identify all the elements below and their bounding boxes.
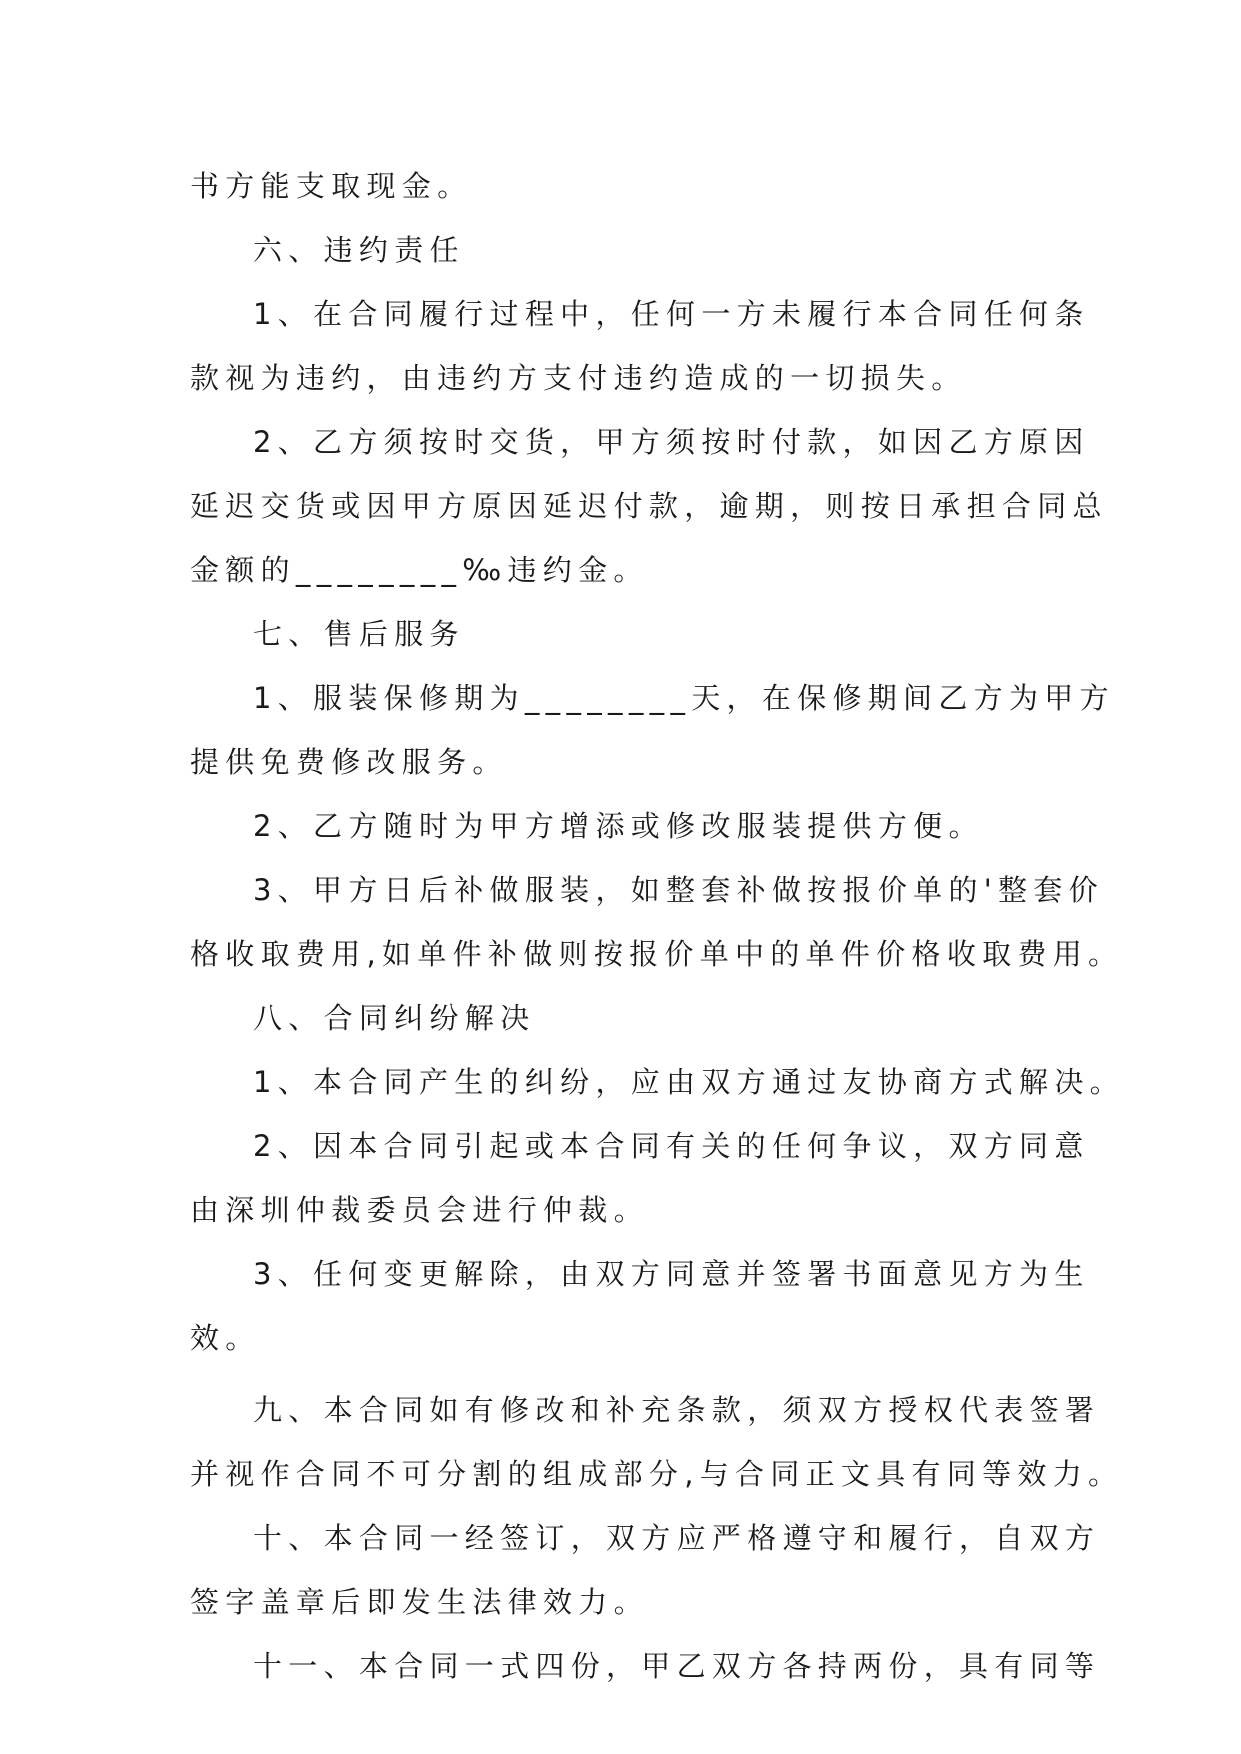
text-line: 2、乙方须按时交货，甲方须按时付款，如因乙方原因 <box>253 425 1090 459</box>
text-line: 2、因本合同引起或本合同有关的任何争议，双方同意 <box>253 1129 1090 1163</box>
document-body <box>190 158 1125 1702</box>
text-line: 签字盖章后即发生法律效力。 <box>190 1585 649 1619</box>
text-line: 书方能支取现金。 <box>190 169 473 203</box>
text-line: 十一、本合同一式四份，甲乙双方各持两份，具有同等 <box>253 1649 1101 1683</box>
section-heading-dispute: 八、合同纠纷解决 <box>253 1001 536 1035</box>
text-line: 提供免费修改服务。 <box>190 745 508 779</box>
section-heading-after-sales: 七、售后服务 <box>253 617 465 651</box>
text-line: 1、在合同履行过程中，任何一方未履行本合同任何条 <box>253 297 1090 331</box>
text-line: 延迟交货或因甲方原因延迟付款，逾期，则按日承担合同总 <box>190 489 1108 523</box>
text-line: 效。 <box>190 1321 261 1355</box>
text-line: 1、本合同产生的纠纷，应由双方通过友协商方式解决。 <box>253 1065 1125 1099</box>
text-line: 由深圳仲裁委员会进行仲裁。 <box>190 1193 649 1227</box>
text-line: 格收取费用,如单件补做则按报价单中的单件价格收取费用。 <box>190 937 1124 971</box>
text-line: 款视为违约，由违约方支付违约造成的一切损失。 <box>190 361 967 395</box>
text-line: 并视作合同不可分割的组成部分,与合同正文具有同等效力。 <box>190 1457 1124 1491</box>
text-line: 2、乙方随时为甲方增添或修改服装提供方便。 <box>253 809 984 843</box>
text-line: 3、甲方日后补做服装，如整套补做按报价单的'整套价 <box>253 873 1104 907</box>
text-line: 3、任何变更解除，由双方同意并签署书面意见方为生 <box>253 1257 1090 1291</box>
text-line: 十、本合同一经签订，双方应严格遵守和履行，自双方 <box>253 1521 1101 1555</box>
text-line: 九、本合同如有修改和补充条款，须双方授权代表签署 <box>253 1393 1101 1427</box>
text-line: 1、服装保修期为________天，在保修期间乙方为甲方 <box>253 681 1115 715</box>
text-line: 金额的________‰违约金。 <box>190 553 649 587</box>
paragraph-gap <box>190 1374 1060 1382</box>
section-heading-breach: 六、违约责任 <box>253 233 465 267</box>
